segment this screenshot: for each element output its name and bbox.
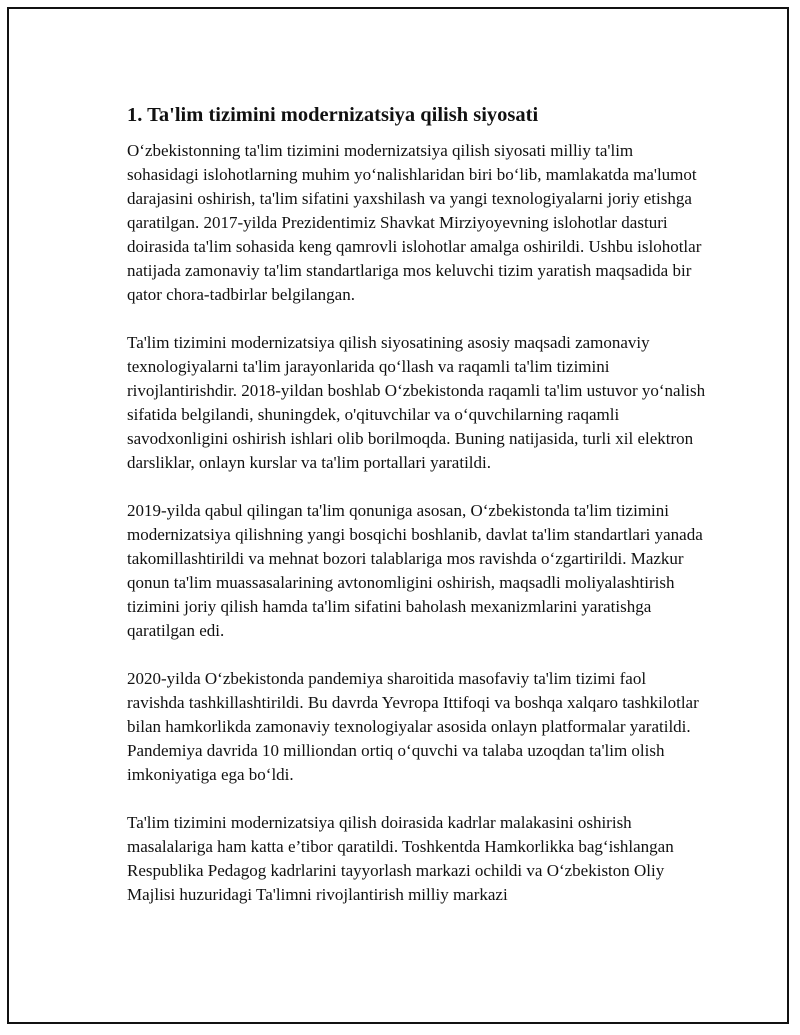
paragraph-2: Ta'lim tizimini modernizatsiya qilish siyosatining asosiy maqsadi zamonaviy texnologiyalarni ta'lim jarayonlarida qo‘llash va raqamli ta'lim tizimini rivojlantirishdir. 2018-yildan boshlab O‘zbekistonda raqamli ta'lim ustuvor yo‘nalish sifatida belgilandi, shuningdek, o'qituvchilar va o‘quvchilarning raqamli savodxonligini oshirish ishlari olib borilmoqda. Buning natijasida, turli xil elektron darsliklar, onlayn kurslar va ta'lim portallari yaratildi. — [127, 333, 706, 472]
document-page — [7, 7, 789, 1024]
paragraph-4: 2020-yilda O‘zbekistonda pandemiya sharoitida masofaviy ta'lim tizimi faol ravishda tashkillashtirildi. Bu davrda Yevropa Ittifoqi va boshqa xalqaro tashkilotlar bilan hamkorlikda zamonaviy texnologiyalar asosida onlayn platformalar yaratildi. Pandemiya davrida 10 milliondan ortiq o‘quvchi va talaba uzoqdan ta'lim olish imkoniyatiga ega bo‘ldi. — [127, 669, 699, 784]
document-content — [127, 101, 707, 931]
paragraph-1: O‘zbekistonning ta'lim tizimini modernizatsiya qilish siyosati milliy ta'lim sohasidagi islohotlarning muhim yo‘nalishlaridan biri bo‘lib, mamlakatda ma'lumot darajasini oshirish, ta'lim sifatini yaxshilash va yangi texnologiyalarni joriy etishga qaratilgan. 2017-yilda Prezidentimiz Shavkat Mirziyoyevning islohotlar dasturi doirasida ta'lim sohasida keng qamrovli islohotlar amalga oshirildi. Ushbu islohotlar natijada zamonaviy ta'lim standartlariga mos keluvchi tizim yaratish maqsadida bir qator chora-tadbirlar belgilangan. — [127, 141, 702, 304]
section-heading: 1. Ta'lim tizimini modernizatsiya qilish siyosati — [127, 104, 539, 126]
paragraph-3: 2019-yilda qabul qilingan ta'lim qonuniga asosan, O‘zbekistonda ta'lim tizimini modernizatsiya qilishning yangi bosqichi boshlanib, davlat ta'lim standartlari yanada takomillashtirildi va mehnat bozori talablariga mos ravishda o‘zgartirildi. Mazkur qonun ta'lim muassasalarining avtonomligini oshirish, maqsadli moliyalashtirish tizimini joriy qilish hamda ta'lim sifatini baholash mexanizmlarini yaratishga qaratilgan edi. — [127, 501, 703, 640]
paragraph-5: Ta'lim tizimini modernizatsiya qilish doirasida kadrlar malakasini oshirish masalalariga ham katta e’tibor qaratildi. Toshkentda Hamkorlikka bag‘ishlangan Respublika Pedagog kadrlarini tayyorlash markazi ochildi va O‘zbekiston Oliy Majlisi huzuridagi Ta'limni rivojlantirish milliy markazi — [127, 813, 674, 904]
